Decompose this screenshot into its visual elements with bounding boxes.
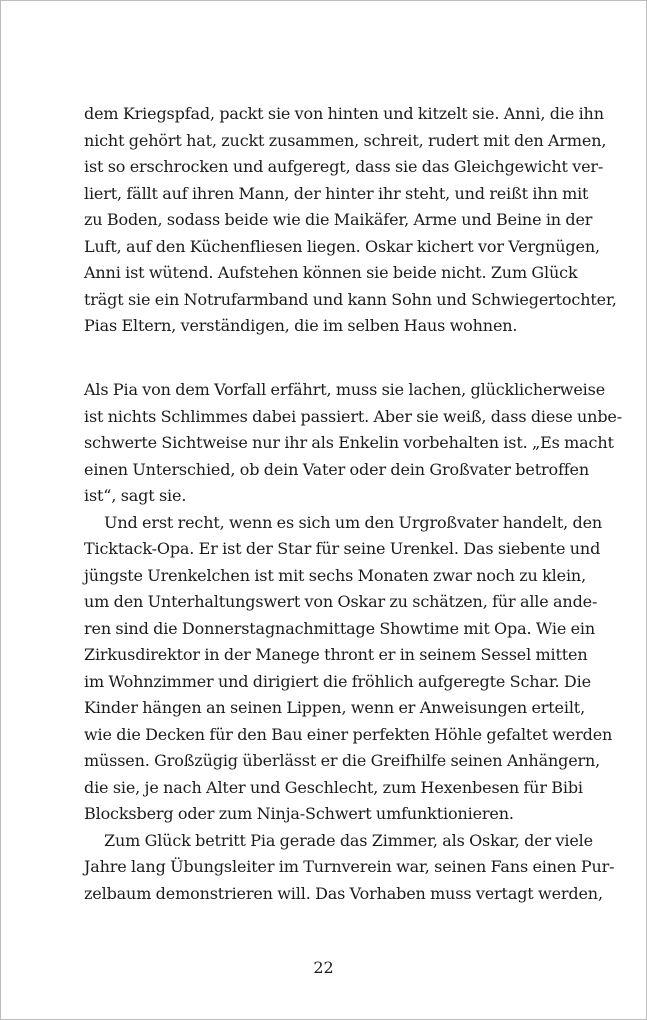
text-line: um den Unterhaltungswert von Oskar zu schätzen, für alle ande- bbox=[84, 592, 598, 611]
text-line: Blocksberg oder zum Ninja-Schwert umfunktionieren. bbox=[84, 804, 514, 823]
text-line: Pias Eltern, verständigen, die im selben Haus wohnen. bbox=[84, 316, 518, 335]
text-line: schwerte Sichtweise nur ihr als Enkelin vorbehalten ist. „Es macht bbox=[84, 433, 614, 452]
text-line: ist so erschrocken und aufgeregt, dass sie das Gleichgewicht ver- bbox=[84, 157, 604, 176]
page-number: 22 bbox=[313, 958, 334, 977]
text-line: Und erst recht, wenn es sich um den Urgroßvater handelt, den bbox=[104, 512, 603, 532]
paragraph-4 bbox=[84, 828, 615, 908]
text-line: Jahre lang Übungsleiter im Turnverein war, seinen Fans einen Pur- bbox=[84, 857, 615, 876]
text-line: zu Boden, sodass beide wie die Maikäfer, Arme und Beine in der bbox=[84, 210, 593, 229]
text-line: ren sind die Donnerstagnachmittage Showtime mit Opa. Wie ein bbox=[84, 618, 596, 638]
text-line: nicht gehört hat, zuckt zusammen, schreit, rudert mit den Armen, bbox=[84, 130, 607, 150]
text-line: dem Kriegspfad, packt sie von hinten und kitzelt sie. Anni, die ihn bbox=[84, 104, 604, 123]
text-line: wie die Decken für den Bau einer perfekten Höhle gefaltet werden bbox=[84, 724, 613, 744]
text-line: Anni ist wütend. Aufstehen können sie beide nicht. Zum Glück bbox=[84, 263, 578, 282]
text-line: Als Pia von dem Vorfall erfährt, muss sie lachen, glücklicherweise bbox=[84, 380, 606, 399]
paragraph-2 bbox=[84, 377, 622, 510]
text-line: im Wohnzimmer und dirigiert die fröhlich aufgeregte Schar. Die bbox=[84, 671, 591, 691]
text-line: ist“, sagt sie. bbox=[84, 486, 187, 505]
text-line: die sie, je nach Alter und Geschlecht, zum Hexenbesen für Bibi bbox=[84, 777, 583, 797]
text-line: jüngste Urenkelchen ist mit sechs Monaten zwar noch zu klein, bbox=[84, 565, 587, 585]
text-line: zelbaum demonstrieren will. Das Vorhaben muss vertagt werden, bbox=[84, 883, 603, 903]
text-line: liert, fällt auf ihren Mann, der hinter ihr steht, und reißt ihn mit bbox=[84, 183, 589, 203]
text-block-top bbox=[84, 101, 617, 340]
text-line: einen Unterschied, ob dein Vater oder dein Großvater betroffen bbox=[84, 459, 589, 479]
text-line: Kinder hängen an seinen Lippen, wenn er Anweisungen erteilt, bbox=[84, 698, 586, 717]
text-block-bottom bbox=[84, 377, 622, 907]
text-line: Ticktack-Opa. Er ist der Star für seine Urenkel. Das siebente und bbox=[84, 539, 601, 558]
text-line: müssen. Großzügig überlässt er die Greifhilfe seinen Anhängern, bbox=[84, 751, 601, 770]
paragraph-3 bbox=[84, 510, 613, 828]
paragraph-1 bbox=[84, 101, 617, 340]
text-line: Zirkusdirektor in der Manege thront er in seinem Sessel mitten bbox=[84, 645, 588, 664]
text-line: trägt sie ein Notrufarmband und kann Sohn und Schwiegertochter, bbox=[84, 289, 617, 309]
text-line: ist nichts Schlimmes dabei passiert. Aber sie weiß, dass diese unbe- bbox=[84, 406, 622, 426]
text-line: Luft, auf den Küchenfliesen liegen. Oskar kichert vor Vergnügen, bbox=[84, 236, 600, 256]
text-line: Zum Glück betritt Pia gerade das Zimmer, als Oskar, der viele bbox=[104, 830, 593, 850]
